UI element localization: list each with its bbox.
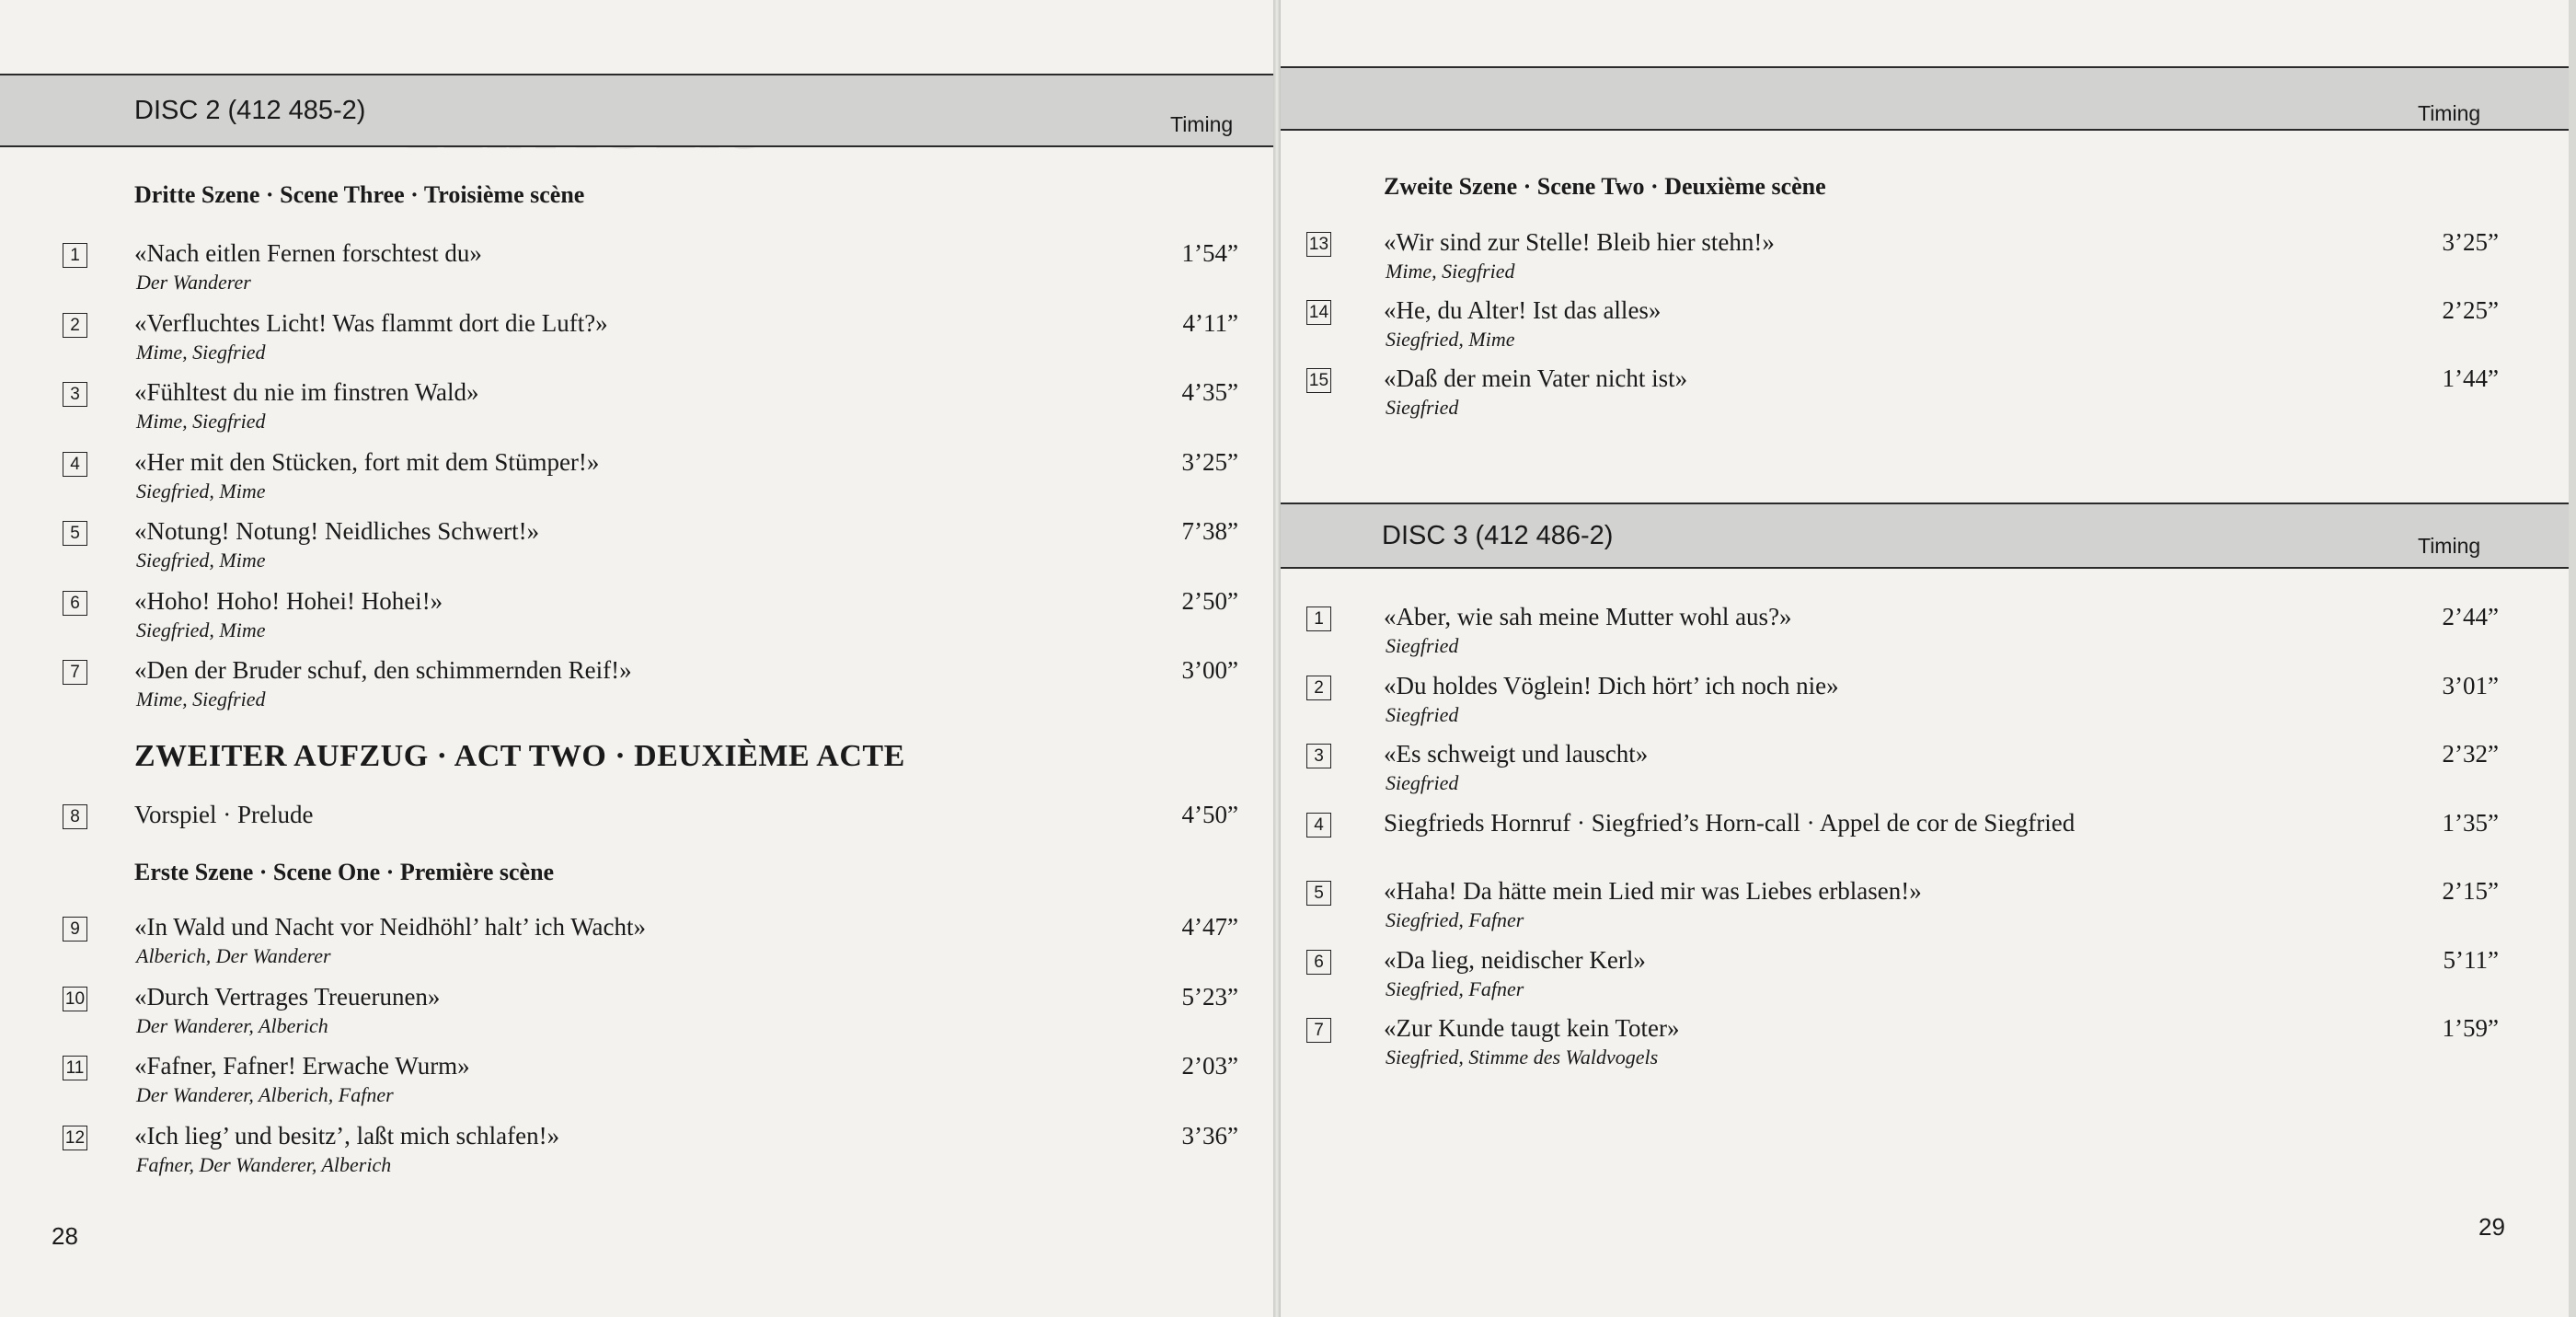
act-heading: ZWEITER AUFZUG · ACT TWO · DEUXIÈME ACTE [134,739,905,773]
track-number: 2 [1306,676,1331,700]
track-title: «Aber, wie sah meine Mutter wohl aus?» [1384,603,1792,630]
track-title: «Hoho! Hoho! Hohei! Hohei!» [134,586,443,615]
track-performers: Siegfried, Fafner [1386,976,1524,1000]
right-page [1281,0,2569,1317]
book-gutter [1273,0,1281,1317]
track-number: 8 [63,804,87,829]
track-row [0,656,1273,724]
track-title: «Daß der mein Vater nicht ist» [1384,364,1688,392]
track-performers: Mime, Siegfried [136,687,266,710]
track-row [1281,809,2569,877]
track-duration: 4’35” [1181,378,1238,406]
track-title: «Wir sind zur Stelle! Bleib hier stehn!» [1384,228,1775,256]
track-duration: 2’50” [1181,586,1238,615]
track-duration: 5’23” [1181,982,1238,1011]
top-header-band [1281,66,2569,131]
track-duration: 3’25” [2442,228,2499,256]
track-number: 1 [1306,607,1331,631]
track-row [1281,296,2569,364]
track-performers: Siegfried [1386,771,1459,794]
track-row [1281,946,2569,1014]
track-row [1281,672,2569,740]
track-row [0,587,1273,655]
track-number: 11 [63,1056,87,1080]
track-performers: Mime, Siegfried [136,340,266,364]
track-number: 4 [1306,813,1331,838]
track-title: «Durch Vertrages Treuerunen» [134,982,441,1011]
track-performers: Siegfried [1386,702,1459,726]
track-title: «Zur Kunde taugt kein Toter» [1384,1014,1680,1042]
track-duration: 4’11” [1182,308,1238,337]
track-number: 9 [63,917,87,942]
track-performers: Der Wanderer, Alberich [136,1013,328,1037]
track-performers: Fafner, Der Wanderer, Alberich [136,1152,392,1176]
track-number: 6 [63,591,87,616]
track-performers: Der Wanderer, Alberich, Fafner [136,1083,394,1106]
track-performers: Mime, Siegfried [136,410,266,433]
track-duration: 1’59” [2442,1014,2499,1042]
track-title: «Da lieg, neidischer Kerl» [1384,945,1646,974]
track-duration: 7’38” [1181,517,1238,545]
track-number: 1 [63,243,87,268]
timing-label: Timing [2418,101,2481,125]
track-number: 14 [1306,300,1331,325]
track-duration: 2’32” [2442,740,2499,768]
track-title: «Notung! Notung! Neidliches Schwert!» [134,517,540,545]
track-title: «Ich lieg’ und besitz’, laßt mich schlafen!» [134,1121,560,1149]
track-row [1281,877,2569,945]
track-performers: Der Wanderer [136,271,251,294]
track-row [1281,603,2569,671]
track-duration: 1’54” [1181,239,1238,267]
track-number: 3 [1306,744,1331,768]
track-title: Siegfrieds Hornruf · Siegfried’s Horn-call · Appel de cor de Siegfried [1384,808,2076,837]
page-number: 29 [2478,1213,2505,1241]
timing-label: Timing [2418,534,2481,558]
track-row [0,309,1273,377]
track-row [0,1122,1273,1190]
track-duration: 2’44” [2442,603,2499,630]
track-row [0,239,1273,307]
track-number: 15 [1306,368,1331,393]
track-duration: 3’00” [1181,656,1238,684]
track-performers: Mime, Siegfried [1386,260,1515,283]
scene-heading: Zweite Szene · Scene Two · Deuxième scène [1384,173,1826,200]
scene-heading: Erste Szene · Scene One · Première scène [134,859,555,885]
track-duration: 4’50” [1181,801,1238,828]
track-row [1281,740,2569,808]
track-row [0,378,1273,446]
track-title: «In Wald und Nacht vor Neidhöhl’ halt’ ich Wacht» [134,913,647,941]
track-number: 2 [63,313,87,338]
track-performers: Siegfried [1386,396,1459,419]
track-number: 5 [63,521,87,546]
left-page [0,0,1273,1317]
track-number: 6 [1306,950,1331,975]
track-duration: 2’25” [2442,296,2499,324]
track-title: «Es schweigt und lauscht» [1384,740,1649,768]
track-row [1281,1014,2569,1082]
track-title: «Den der Bruder schuf, den schimmernden Reif!» [134,656,632,684]
track-performers: Siegfried [1386,634,1459,657]
track-row [0,913,1273,981]
track-number: 4 [63,452,87,477]
track-duration: 5’11” [2443,945,2499,974]
track-title: «Nach eitlen Fernen forschtest du» [134,239,482,267]
track-performers: Siegfried, Mime [136,549,266,572]
track-title: «He, du Alter! Ist das alles» [1384,296,1662,324]
track-row [0,448,1273,516]
track-duration: 1’35” [2442,808,2499,837]
track-performers: Siegfried, Mime [1386,328,1515,351]
scene-heading: Dritte Szene · Scene Three · Troisième scène [134,181,585,208]
track-performers: Siegfried, Stimme des Waldvogels [1386,1046,1659,1069]
track-duration: 2’03” [1181,1052,1238,1080]
track-title: «Her mit den Stücken, fort mit dem Stümper!» [134,447,600,476]
track-duration: 3’25” [1181,447,1238,476]
track-number: 7 [1306,1018,1331,1043]
timing-label: Timing [1170,112,1234,136]
track-title: «Fühltest du nie im finstren Wald» [134,378,479,406]
disc-label: DISC 2 (412 485-2) [134,96,366,125]
page-number: 28 [52,1222,78,1250]
track-number: 10 [63,987,87,1011]
track-row [1281,228,2569,296]
track-performers: Siegfried, Mime [136,618,266,641]
track-duration: 1’44” [2442,364,2499,392]
track-performers: Siegfried, Fafner [1386,908,1524,931]
track-row [0,1052,1273,1120]
track-duration: 3’01” [2442,671,2499,699]
disc-label: DISC 3 (412 486-2) [1382,521,1614,550]
track-title: Vorspiel · Prelude [134,801,314,828]
track-performers: Alberich, Der Wanderer [136,944,331,967]
track-title: «Verfluchtes Licht! Was flammt dort die Luft?» [134,308,608,337]
track-performers: Siegfried, Mime [136,479,266,503]
track-number: 12 [63,1126,87,1150]
track-title: «Fafner, Fafner! Erwache Wurm» [134,1052,470,1080]
disc-header-band [1281,503,2569,569]
track-row [0,517,1273,585]
track-duration: 3’36” [1181,1121,1238,1149]
track-row [1281,364,2569,433]
track-title: «Du holdes Vöglein! Dich hört’ ich noch nie» [1384,671,1839,699]
track-number: 5 [1306,881,1331,906]
track-duration: 2’15” [2442,877,2499,905]
track-title: «Haha! Da hätte mein Lied mir was Liebes erblasen!» [1384,877,1922,905]
track-row [0,983,1273,1051]
track-number: 7 [63,660,87,685]
track-duration: 4’47” [1181,913,1238,941]
disc-header-band [0,74,1273,147]
track-number: 3 [63,382,87,407]
track-number: 13 [1306,232,1331,257]
